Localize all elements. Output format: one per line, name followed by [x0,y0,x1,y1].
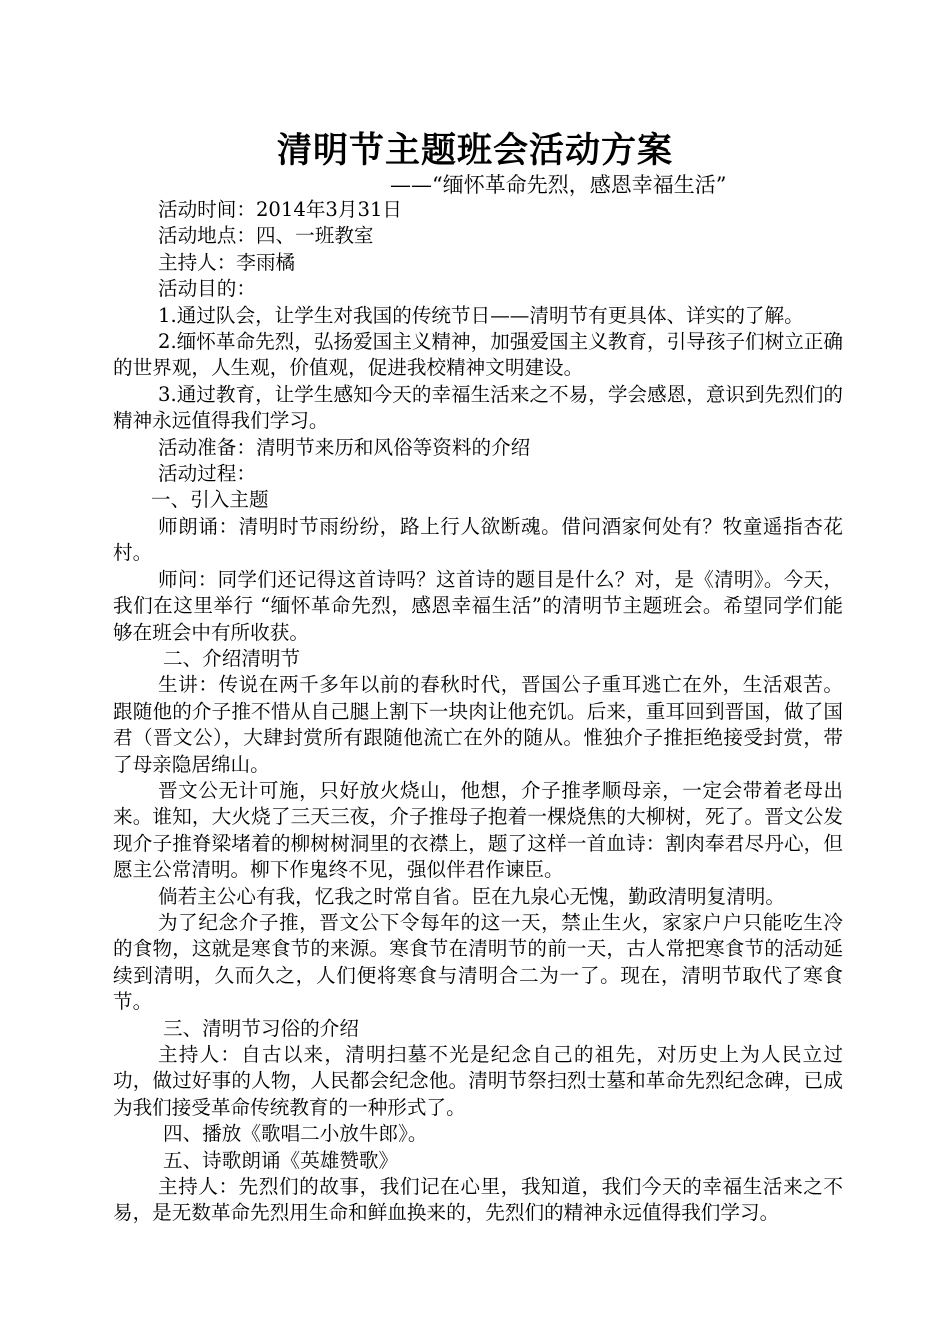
paragraph: 师朗诵：清明时节雨纷纷，路上行人欲断魂。借问酒家何处有？牧童遥指杏花村。 [113,514,843,565]
document-title: 清明节主题班会活动方案 [276,131,673,171]
paragraph: 活动过程： [158,462,256,486]
document-subtitle: ——“缅怀革命先烈，感恩幸福生活” [390,173,727,197]
paragraph: 生讲：传说在两千多年以前的春秋时代，晋国公子重耳逃亡在外，生活艰苦。跟随他的介子推不惜从自己腿上割下一块肉让他充饥。后来，重耳回到晋国，做了国君（晋文公），大肆封赏所有跟随他流亡在外的随从。惟独介子推拒绝接受封赏，带了母亲隐居绵山。 [113,673,843,776]
paragraph: 晋文公无计可施，只好放火烧山，他想，介子推孝顺母亲，一定会带着老母出来。谁知，大火烧了三天三夜，介子推母子抱着一棵烧焦的大柳树，死了。晋文公发现介子推脊梁堵着的柳树树洞里的衣襟上，题了这样一首血诗：割肉奉君尽丹心，但愿主公常清明。柳下作鬼终不见，强似伴君作谏臣。 [113,778,843,882]
paragraph: 主持人：自古以来，清明扫墓不光是纪念自己的祖先，对历史上为人民立过功，做过好事的人物，人民都会纪念他。清明节祭扫烈士墓和革命先烈纪念碑，已成为我们接受革命传统教育的一种形式了。 [113,1043,843,1119]
paragraph: 主持人：李雨橘 [158,250,296,274]
paragraph: 活动地点：四、一班教室 [158,224,374,248]
paragraph: 五、诗歌朗诵《英雄赞歌》 [163,1148,399,1172]
document-body [113,197,843,1227]
paragraph: 主持人：先烈们的故事，我们记在心里，我知道，我们今天的幸福生活来之不易，是无数革命先烈用生命和鲜血换来的，先烈们的精神永远值得我们学习。 [113,1175,843,1225]
paragraph: 为了纪念介子推，晋文公下令每年的这一天，禁止生火，家家户户只能吃生冷的食物，这就是寒食节的来源。寒食节在清明节的前一天，古人常把寒食节的活动延续到清明，久而久之，人们便将寒食与清明合二为一了。现在，清明节取代了寒食节。 [113,910,843,1014]
paragraph: 2.缅怀革命先烈，弘扬爱国主义精神，加强爱国主义教育，引导孩子们树立正确的世界观，人生观，价值观，促进我校精神文明建设。 [113,330,843,380]
paragraph: 活动目的： [158,277,256,301]
paragraph: 1.通过队会，让学生对我国的传统节日——清明节有更具体、详实的了解。 [158,303,804,327]
paragraph: 活动时间：2014年3月31日 [158,198,403,221]
paragraph: 师问：同学们还记得这首诗吗？这首诗的题目是什么？对，是《清明》。今天，我们在这里举行 “缅怀革命先烈，感恩幸福生活”的清明节主题班会。希望同学们能够在班会中有所收获。 [113,567,843,644]
paragraph: 一、引入主题 [151,488,269,512]
paragraph: 3.通过教育，让学生感知今天的幸福生活来之不易，学会感恩，意识到先烈们的精神永远值得我们学习。 [113,382,843,433]
paragraph: 三、清明节习俗的介绍 [163,1016,359,1040]
paragraph: 四、播放《歌唱二小放牛郎》。 [163,1122,428,1146]
paragraph: 倘若主公心有我，忆我之时常自省。臣在九泉心无愧，勤政清明复清明。 [158,884,785,908]
paragraph: 活动准备：清明节来历和风俗等资料的介绍 [158,435,531,459]
paragraph: 二、介绍清明节 [163,646,301,670]
